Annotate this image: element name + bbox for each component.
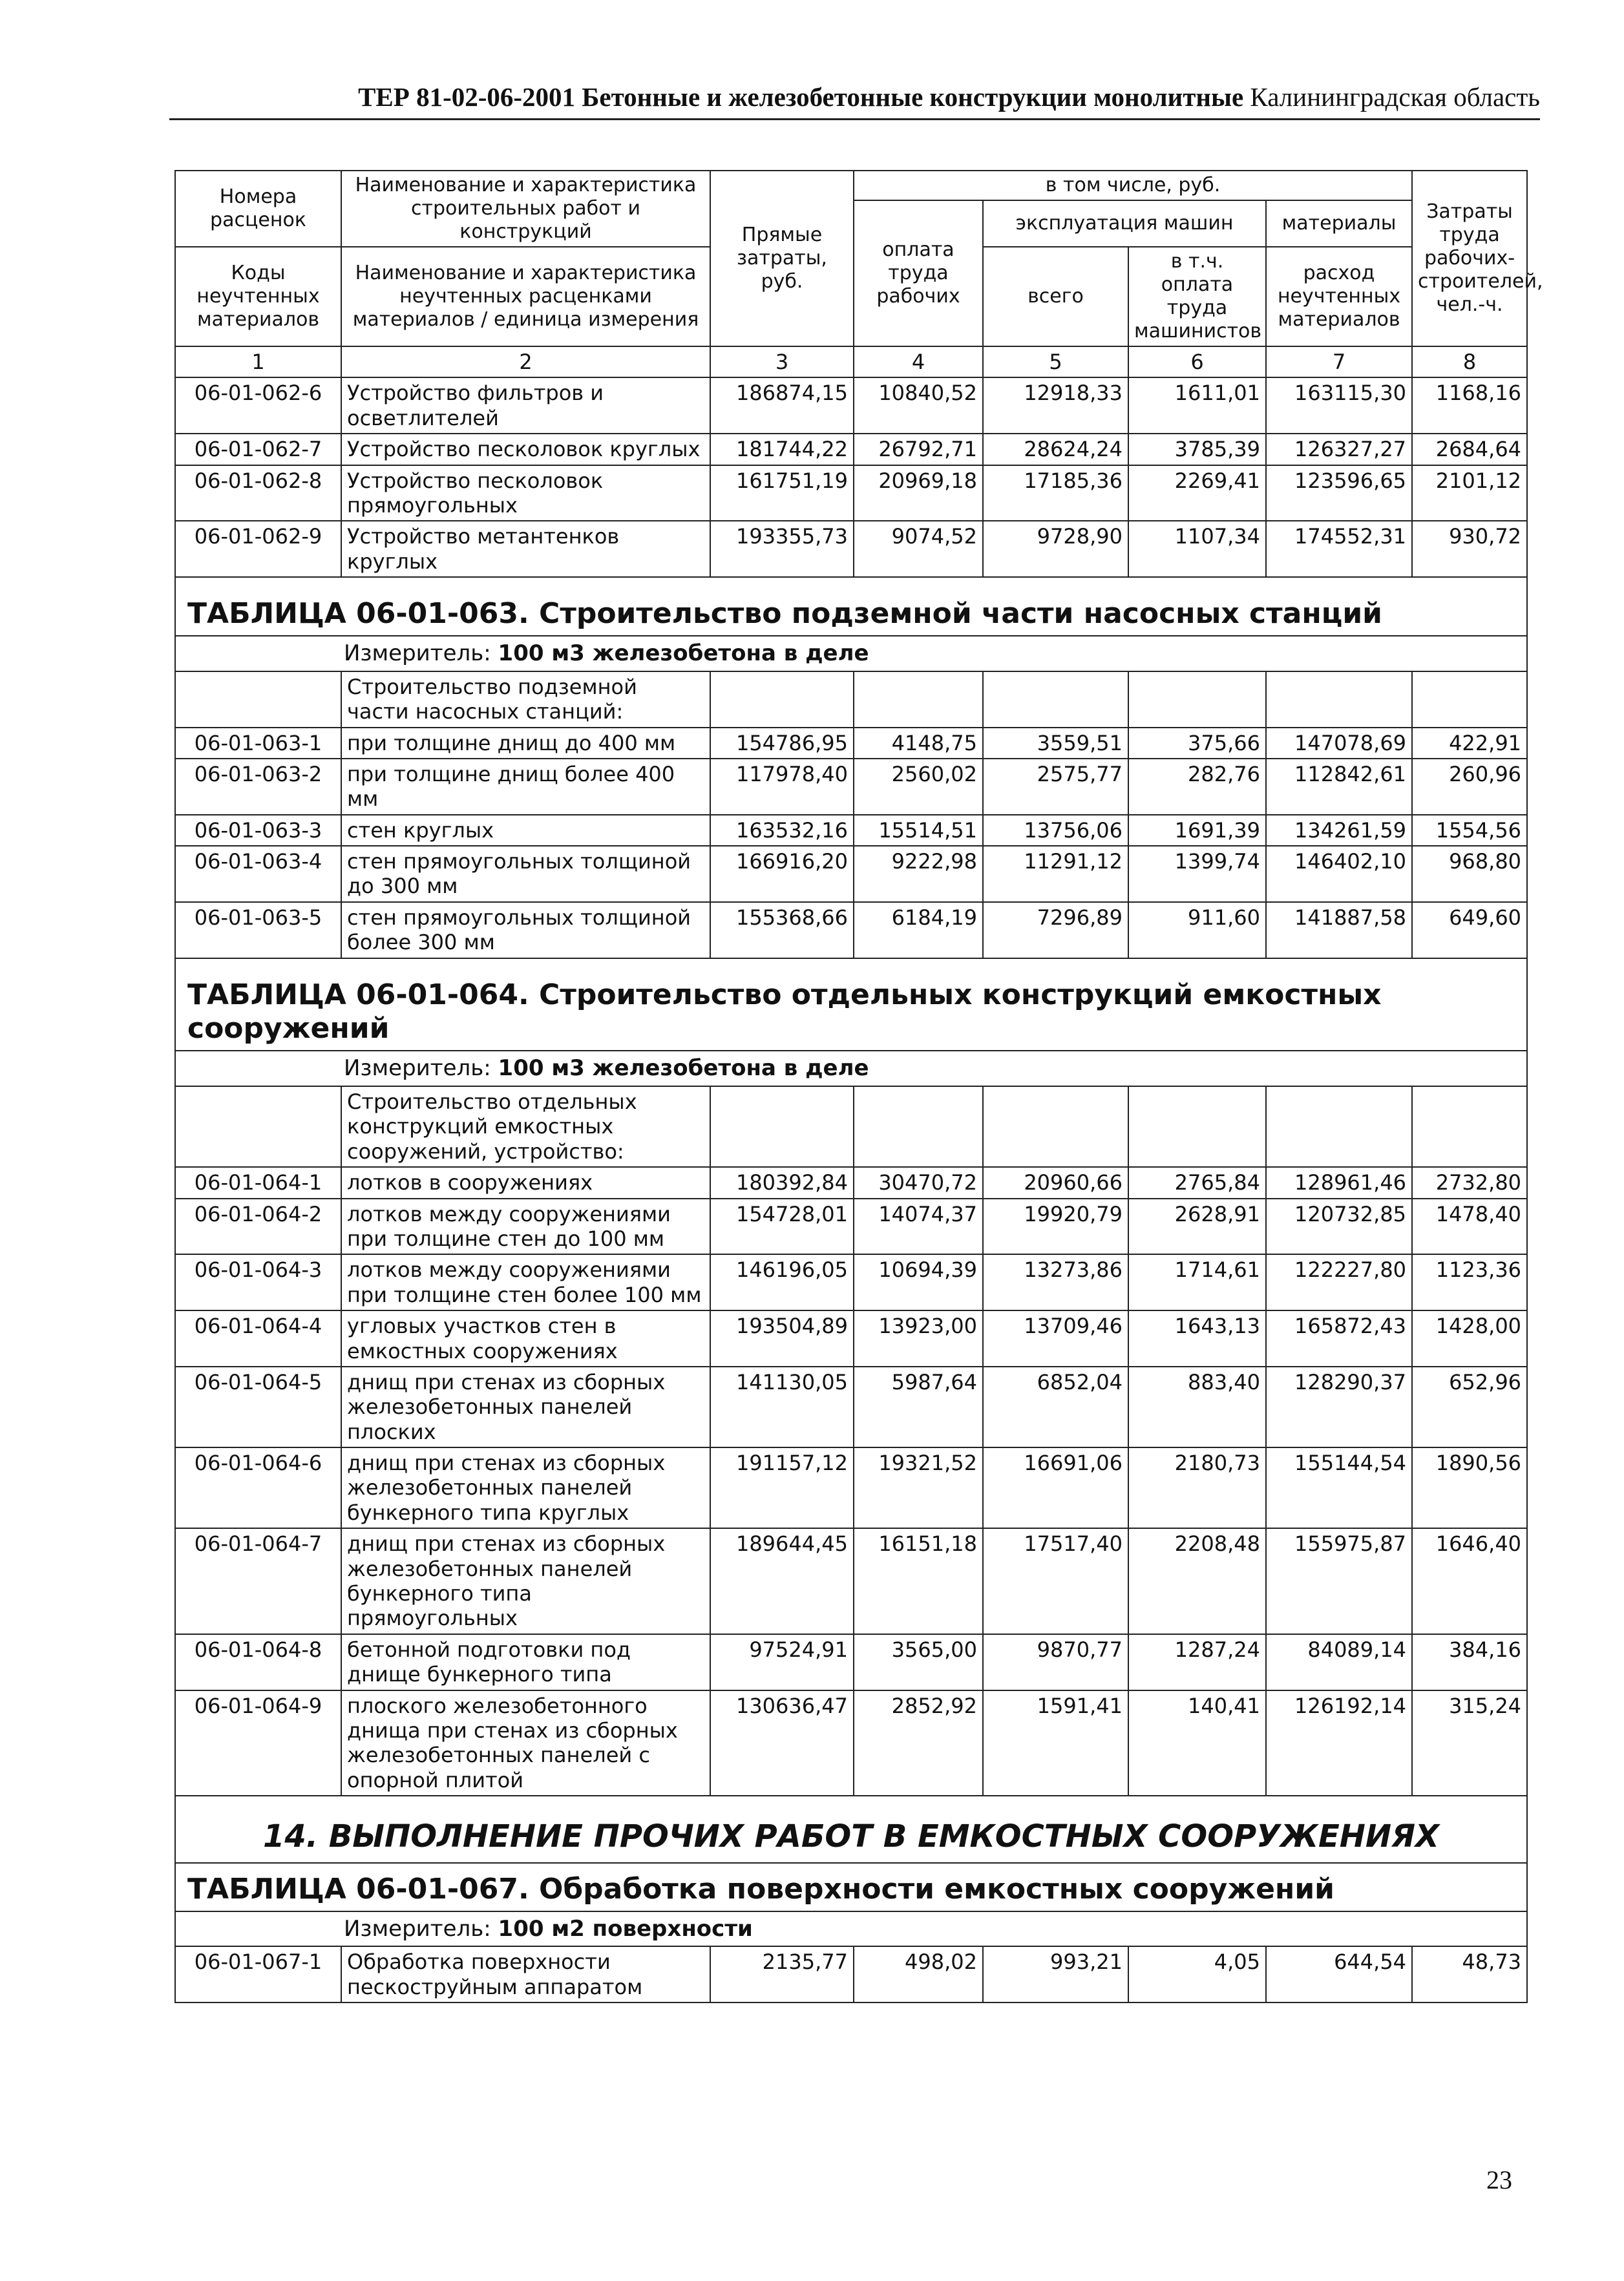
table-row [175,377,1527,434]
wages: 3565,00 [854,1634,983,1690]
rate-code: 06-01-062-9 [175,521,341,577]
machines-total: 20960,66 [983,1167,1128,1198]
table-row [175,1254,1527,1310]
rate-name: стен прямоугольных толщиной до 300 мм [341,846,710,902]
column-number: 2 [341,346,710,377]
machines-total: 7296,89 [983,902,1128,958]
machines-wages: 1287,24 [1128,1634,1266,1690]
direct-cost: 189644,45 [710,1528,854,1634]
labor: 1478,40 [1412,1199,1527,1255]
materials: 141887,58 [1266,902,1412,958]
materials: 134261,59 [1266,815,1412,846]
machines-wages: 2208,48 [1128,1528,1266,1634]
table-row [175,1528,1527,1634]
wages: 6184,19 [854,902,983,958]
wages: 9074,52 [854,521,983,577]
materials: 128961,46 [1266,1167,1412,1198]
machines-total: 16691,06 [983,1447,1128,1528]
wages: 5987,64 [854,1367,983,1447]
materials: 126327,27 [1266,434,1412,465]
direct-cost: 180392,84 [710,1167,854,1198]
rate-code: 06-01-063-4 [175,846,341,902]
rate-code: 06-01-064-8 [175,1634,341,1690]
rate-code: 06-01-062-6 [175,377,341,434]
meter-label: Измеритель: [344,1915,491,1942]
labor: 1123,36 [1412,1254,1527,1310]
machines-wages: 883,40 [1128,1367,1266,1447]
machines-wages: 1399,74 [1128,846,1266,902]
table-row [175,1167,1527,1198]
materials: 174552,31 [1266,521,1412,577]
col-incl: в том числе, руб. [854,171,1412,200]
materials: 163115,30 [1266,377,1412,434]
rate-code: 06-01-064-3 [175,1254,341,1310]
machines-total: 9870,77 [983,1634,1128,1690]
direct-cost: 186874,15 [710,377,854,434]
labor: 1646,40 [1412,1528,1527,1634]
machines-wages: 375,66 [1128,728,1266,759]
materials: 155975,87 [1266,1528,1412,1634]
wages: 4148,75 [854,728,983,759]
rate-name: Обработка поверхности пескоструйным аппаратом [341,1946,710,2002]
machines-wages: 140,41 [1128,1690,1266,1796]
rate-code: 06-01-064-9 [175,1690,341,1796]
wages: 498,02 [854,1946,983,2002]
column-number: 1 [175,346,341,377]
wages: 10840,52 [854,377,983,434]
col-name-bottom: Наименование и характеристика неучтенных расценками материалов / единица измерения [341,247,710,346]
col-materials-unaccounted: расход неучтенных материалов [1266,247,1412,346]
doc-region: Калининградская область [1250,82,1540,112]
labor: 652,96 [1412,1367,1527,1447]
col-code-bottom: Коды неучтенных материалов [175,247,341,346]
table-064-title: ТАБЛИЦА 06-01-064. Строительство отдельных конструкций емкостных сооружений [175,958,1527,1051]
rate-name: плоского железобетонного днища при стенах из сборных железобетонных панелей с опорной плитой [341,1690,710,1796]
rate-name: стен прямоугольных толщиной более 300 мм [341,902,710,958]
table-063-meter [175,636,1527,671]
table-row [175,434,1527,465]
machines-wages: 1611,01 [1128,377,1266,434]
machines-total: 2575,77 [983,759,1128,815]
rate-name: при толщине днищ более 400 мм [341,759,710,815]
doc-title: Бетонные и железобетонные конструкции монолитные [582,82,1244,112]
rate-name: лотков между сооружениями при толщине стен более 100 мм [341,1254,710,1310]
direct-cost: 161751,19 [710,465,854,521]
col-machines-wages: в т.ч. оплата труда машинистов [1128,247,1266,346]
machines-wages: 282,76 [1128,759,1266,815]
machines-total: 9728,90 [983,521,1128,577]
rate-code: 06-01-064-2 [175,1199,341,1255]
materials: 155144,54 [1266,1447,1412,1528]
meter-label: Измеритель: [344,1055,491,1082]
rate-code: 06-01-064-5 [175,1367,341,1447]
direct-cost: 154728,01 [710,1199,854,1255]
machines-wages: 4,05 [1128,1946,1266,2002]
table-row [175,1310,1527,1367]
wages: 15514,51 [854,815,983,846]
rate-name: при толщине днищ до 400 мм [341,728,710,759]
col-machines-total: всего [983,247,1128,346]
col-wages: оплата труда рабочих [854,200,983,346]
meter-value: 100 м3 железобетона в деле [498,640,869,666]
column-number: 7 [1266,346,1412,377]
machines-wages: 2180,73 [1128,1447,1266,1528]
rates-table [174,170,1543,2003]
direct-cost: 97524,91 [710,1634,854,1690]
rate-code: 06-01-063-1 [175,728,341,759]
rate-code: 06-01-063-2 [175,759,341,815]
rows-062 [175,377,1527,577]
rate-name: Устройство метантенков круглых [341,521,710,577]
rate-name: Устройство песколовок прямоугольных [341,465,710,521]
labor: 422,91 [1412,728,1527,759]
machines-total: 28624,24 [983,434,1128,465]
table-row [175,902,1527,958]
doc-code: ТЕР 81-02-06-2001 [358,82,576,112]
labor: 649,60 [1412,902,1527,958]
wages: 14074,37 [854,1199,983,1255]
machines-total: 17517,40 [983,1528,1128,1634]
table-row [175,1690,1527,1796]
rate-name: днищ при стенах из сборных железобетонных панелей плоских [341,1367,710,1447]
table-row [175,1199,1527,1255]
col-materials: материалы [1266,200,1412,247]
direct-cost: 146196,05 [710,1254,854,1310]
column-number: 4 [854,346,983,377]
machines-wages: 1643,13 [1128,1310,1266,1367]
labor: 260,96 [1412,759,1527,815]
direct-cost: 166916,20 [710,846,854,902]
machines-wages: 1714,61 [1128,1254,1266,1310]
machines-total: 6852,04 [983,1367,1128,1447]
meter-value: 100 м3 железобетона в деле [498,1055,869,1082]
group-label: Строительство отдельных конструкций емкостных сооружений, устройство: [341,1086,710,1167]
wages: 30470,72 [854,1167,983,1198]
rate-name: стен круглых [341,815,710,846]
machines-total: 13709,46 [983,1310,1128,1367]
materials: 120732,85 [1266,1199,1412,1255]
meter-label: Измеритель: [344,640,491,666]
materials: 112842,61 [1266,759,1412,815]
rate-name: бетонной подготовки под днище бункерного типа [341,1634,710,1690]
table-064 [175,958,1527,1796]
machines-wages: 2269,41 [1128,465,1266,521]
wages: 9222,98 [854,846,983,902]
direct-cost: 154786,95 [710,728,854,759]
column-number: 6 [1128,346,1266,377]
rate-name: днищ при стенах из сборных железобетонных панелей бункерного типа прямоугольных [341,1528,710,1634]
wages: 19321,52 [854,1447,983,1528]
table-row [175,728,1527,759]
table-row [175,465,1527,521]
table-row [175,1447,1527,1528]
rate-code: 06-01-067-1 [175,1946,341,2002]
rate-code: 06-01-064-4 [175,1310,341,1367]
rate-name: лотков между сооружениями при толщине стен до 100 мм [341,1199,710,1255]
page-header [169,83,1540,120]
wages: 13923,00 [854,1310,983,1367]
table-head [175,171,1543,377]
rate-name: угловых участков стен в емкостных сооружениях [341,1310,710,1367]
machines-total: 12918,33 [983,377,1128,434]
labor: 48,73 [1412,1946,1527,2002]
materials: 126192,14 [1266,1690,1412,1796]
group-label: Строительство подземной части насосных станций: [341,671,710,728]
col-labor: Затраты труда рабочих-строителей, чел.-ч. [1412,171,1527,346]
materials: 84089,14 [1266,1634,1412,1690]
materials: 128290,37 [1266,1367,1412,1447]
table-row [175,759,1527,815]
machines-total: 3559,51 [983,728,1128,759]
table-row [175,815,1527,846]
machines-total: 993,21 [983,1946,1128,2002]
machines-total: 17185,36 [983,465,1128,521]
machines-wages: 3785,39 [1128,434,1266,465]
labor: 968,80 [1412,846,1527,902]
labor: 930,72 [1412,521,1527,577]
rate-code: 06-01-062-8 [175,465,341,521]
table-063-title: ТАБЛИЦА 06-01-063. Строительство подземной части насосных станций [175,577,1527,636]
direct-cost: 181744,22 [710,434,854,465]
machines-wages: 911,60 [1128,902,1266,958]
direct-cost: 191157,12 [710,1447,854,1528]
machines-wages: 1691,39 [1128,815,1266,846]
rate-name: днищ при стенах из сборных железобетонных панелей бункерного типа круглых [341,1447,710,1528]
materials: 123596,65 [1266,465,1412,521]
materials: 165872,43 [1266,1310,1412,1367]
direct-cost: 193504,89 [710,1310,854,1367]
labor: 2684,64 [1412,434,1527,465]
labor: 2101,12 [1412,465,1527,521]
direct-cost: 141130,05 [710,1367,854,1447]
machines-total: 11291,12 [983,846,1128,902]
machines-wages: 2628,91 [1128,1199,1266,1255]
direct-cost: 117978,40 [710,759,854,815]
col-direct: Прямые затраты, руб. [710,171,854,346]
rate-code: 06-01-064-7 [175,1528,341,1634]
labor: 1554,56 [1412,815,1527,846]
wages: 10694,39 [854,1254,983,1310]
rate-code: 06-01-062-7 [175,434,341,465]
rate-code: 06-01-064-1 [175,1167,341,1198]
machines-total: 13273,86 [983,1254,1128,1310]
column-number-row [175,346,1527,377]
table-067-meter [175,1911,1527,1947]
machines-total: 1591,41 [983,1690,1128,1796]
wages: 16151,18 [854,1528,983,1634]
machines-total: 19920,79 [983,1199,1128,1255]
rate-name: лотков в сооружениях [341,1167,710,1198]
table-row [175,846,1527,902]
labor: 315,24 [1412,1690,1527,1796]
direct-cost: 2135,77 [710,1946,854,2002]
rate-name: Устройство песколовок круглых [341,434,710,465]
wages: 20969,18 [854,465,983,521]
column-number: 3 [710,346,854,377]
table-row [175,521,1527,577]
labor: 1168,16 [1412,377,1527,434]
table-067 [175,1796,1527,2002]
rate-name: Устройство фильтров и осветлителей [341,377,710,434]
col-code-top: Номера расценок [175,171,341,247]
materials: 147078,69 [1266,728,1412,759]
direct-cost: 163532,16 [710,815,854,846]
wages: 2560,02 [854,759,983,815]
materials: 644,54 [1266,1946,1412,2002]
table-064-meter [175,1051,1527,1086]
rate-code: 06-01-064-6 [175,1447,341,1528]
section-14-title: 14. ВЫПОЛНЕНИЕ ПРОЧИХ РАБОТ В ЕМКОСТНЫХ СООРУЖЕНИЯХ [175,1796,1527,1863]
col-name-top: Наименование и характеристика строительных работ и конструкций [341,171,710,247]
rate-code: 06-01-063-3 [175,815,341,846]
labor: 2732,80 [1412,1167,1527,1198]
rate-code: 06-01-063-5 [175,902,341,958]
labor: 1428,00 [1412,1310,1527,1367]
labor: 1890,56 [1412,1447,1527,1528]
column-number: 8 [1412,346,1527,377]
direct-cost: 155368,66 [710,902,854,958]
column-number: 5 [983,346,1128,377]
materials: 146402,10 [1266,846,1412,902]
table-row [175,1634,1527,1690]
wages: 2852,92 [854,1690,983,1796]
direct-cost: 193355,73 [710,521,854,577]
machines-wages: 1107,34 [1128,521,1266,577]
direct-cost: 130636,47 [710,1690,854,1796]
wages: 26792,71 [854,434,983,465]
table-row [175,1367,1527,1447]
machines-wages: 2765,84 [1128,1167,1266,1198]
table-067-title: ТАБЛИЦА 06-01-067. Обработка поверхности емкостных сооружений [175,1863,1527,1911]
table-row [175,1946,1527,2002]
machines-total: 13756,06 [983,815,1128,846]
table-063 [175,577,1527,958]
materials: 122227,80 [1266,1254,1412,1310]
col-machines: эксплуатация машин [983,200,1266,247]
meter-value: 100 м2 поверхности [498,1915,753,1942]
labor: 384,16 [1412,1634,1527,1690]
page-number: 23 [1486,2165,1512,2194]
